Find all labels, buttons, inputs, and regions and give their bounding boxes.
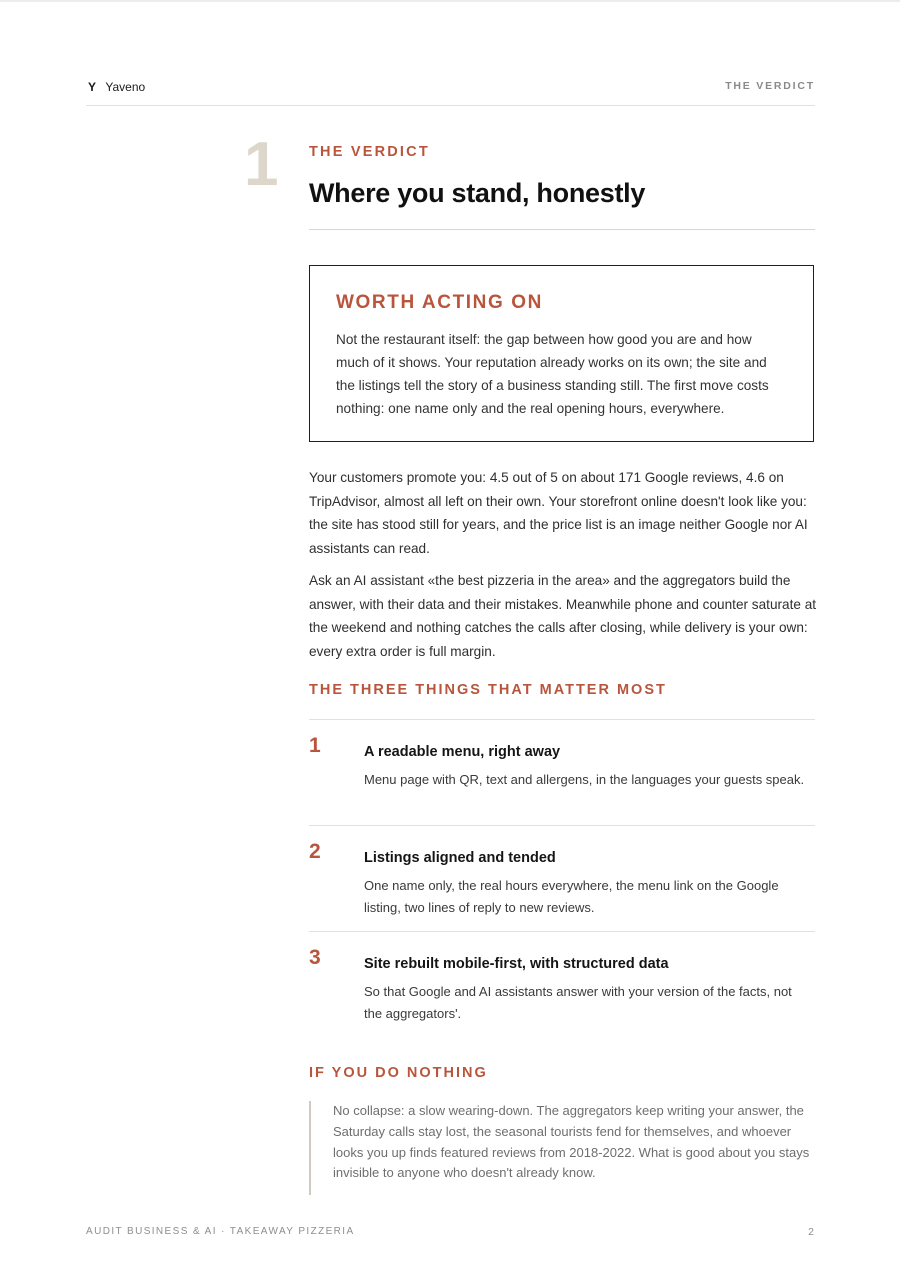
page-header xyxy=(86,80,815,106)
item-title: A readable menu, right away xyxy=(364,744,561,760)
page-title: Where you stand, honestly xyxy=(309,178,646,208)
body-paragraph: Ask an AI assistant «the best pizzeria in the area» and the aggregators build the answer, with their data and their mistakes. Meanwhile phone and counter saturate at the weekend and nothing catches the calls after closing, while delivery is your own: every extra order is full margin. xyxy=(309,573,817,659)
footer-title: AUDIT BUSINESS & AI · TAKEAWAY PIZZERIA xyxy=(86,1226,355,1237)
callout-box xyxy=(309,265,814,442)
chapter-number: 1 xyxy=(244,130,279,199)
item-body: So that Google and AI assistants answer with your version of the facts, not the aggregators'. xyxy=(364,984,792,1021)
list-item xyxy=(309,719,815,825)
item-title: Listings aligned and tended xyxy=(364,850,556,866)
top-border xyxy=(0,0,900,2)
body-paragraph: Your customers promote you: 4.5 out of 5 on about 171 Google reviews, 4.6 on TripAdvisor, almost all left on their own. Your storefront online doesn't look like you: the site has stood still for years, and the price list is an image neither Google nor AI assistants can read. xyxy=(309,470,808,556)
brand xyxy=(88,80,145,94)
section-tag: THE VERDICT xyxy=(725,80,815,92)
item-number: 2 xyxy=(309,840,321,863)
item-body: Menu page with QR, text and allergens, in the languages your guests speak. xyxy=(364,772,805,787)
chapter-eyebrow: THE VERDICT xyxy=(309,144,430,160)
list-item xyxy=(309,825,815,931)
inaction-heading: IF YOU DO NOTHING xyxy=(309,1065,488,1081)
item-number: 1 xyxy=(309,734,321,757)
item-title: Site rebuilt mobile-first, with structured data xyxy=(364,956,669,972)
callout-text: Not the restaurant itself: the gap between how good you are and how much of it shows. Your reputation already works on its own; the site and the listings tell the story of a business standing still. The first move costs nothing: one name only and the real opening hours, everywhere. xyxy=(336,332,769,416)
item-number: 3 xyxy=(309,946,321,969)
callout-heading: WORTH ACTING ON xyxy=(336,292,543,313)
item-body: One name only, the real hours everywhere, the menu link on the Google listing, two lines of reply to new reviews. xyxy=(364,878,779,915)
priorities-heading: THE THREE THINGS THAT MATTER MOST xyxy=(309,682,667,698)
brand-name: Yaveno xyxy=(105,80,146,94)
inaction-quote: No collapse: a slow wearing-down. The aggregators keep writing your answer, the Saturday calls stay lost, the seasonal tourists fend for themselves, and whoever looks you up finds featured reviews from 2018-2022. What is good about you stays invisible to anyone who doesn't already know. xyxy=(309,1101,817,1195)
priorities-list xyxy=(309,719,815,1037)
title-divider xyxy=(309,229,815,230)
list-item xyxy=(309,931,815,1037)
yaveno-logo-icon: Y xyxy=(88,80,97,94)
page-number: 2 xyxy=(808,1226,814,1238)
